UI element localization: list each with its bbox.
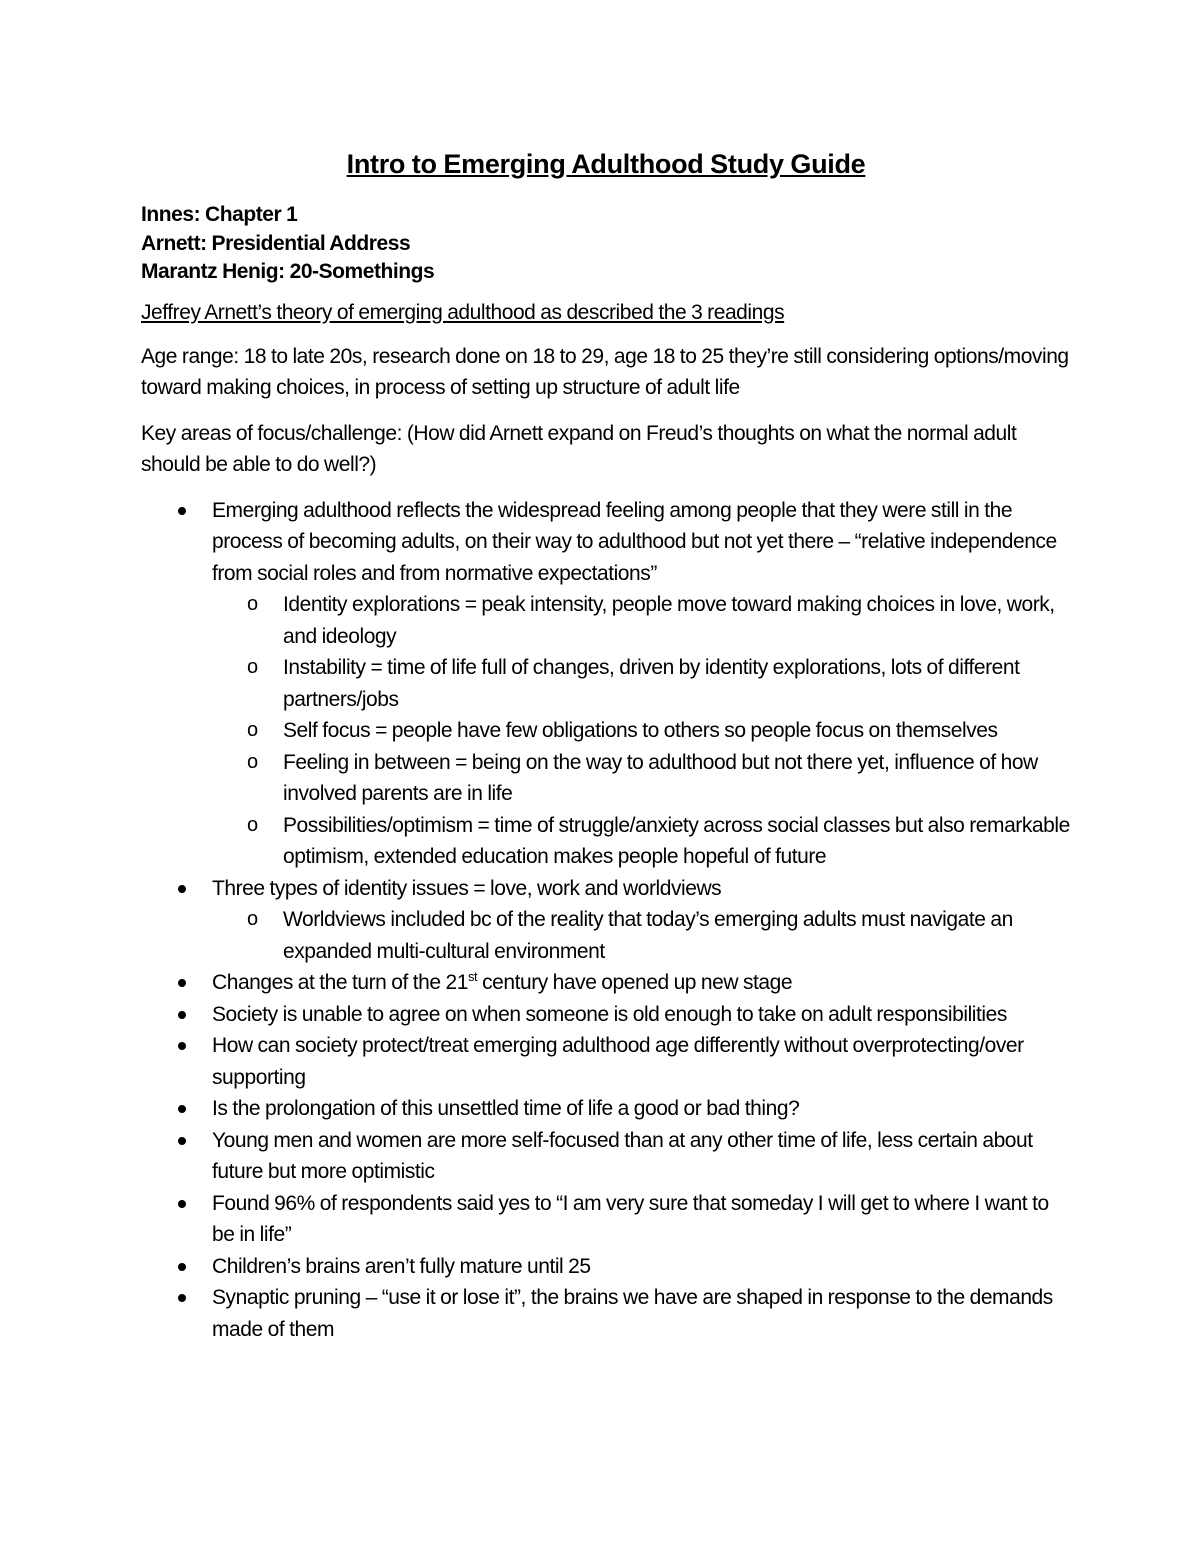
circle-bullet-icon: o — [247, 813, 258, 836]
circle-bullet-icon: o — [247, 908, 258, 930]
sub-list — [212, 589, 1071, 873]
list-item-text: Young men and women are more self-focused than at any other time of life, less certain about future but more optimistic — [212, 1128, 1033, 1183]
bullet-icon — [178, 507, 186, 515]
list-item-text: Is the prolongation of this unsettled time of life a good or bad thing? — [212, 1097, 800, 1120]
bullet-icon — [178, 885, 186, 893]
sub-list-item — [212, 810, 1071, 873]
bullet-icon — [178, 1200, 186, 1208]
list-item-text: Found 96% of respondents said yes to “I am very sure that someday I will get to where I want to be in life” — [212, 1191, 1049, 1246]
sub-list-item-text: Identity explorations = peak intensity, people move toward making choices in love, work, and ideology — [283, 593, 1055, 648]
list-item-text: Synaptic pruning – “use it or lose it”, the brains we have are shaped in response to the demands made of them — [212, 1286, 1053, 1341]
bullet-list — [141, 495, 1071, 1346]
readings-list — [141, 201, 1071, 287]
bullet-icon — [178, 1263, 186, 1271]
reading-item: Arnett: Presidential Address — [141, 231, 411, 255]
document-page — [141, 140, 1071, 1345]
sub-list-item — [212, 589, 1071, 652]
list-item-text — [212, 971, 792, 994]
reading-item: Innes: Chapter 1 — [141, 203, 298, 226]
list-item-text: Children’s brains aren’t fully mature until 25 — [212, 1254, 591, 1278]
list-item — [141, 495, 1071, 873]
sub-list-item-text: Instability = time of life full of changes, driven by identity explorations, lots of different partners/jobs — [283, 656, 1020, 711]
list-item — [141, 1251, 1071, 1283]
superscript: st — [467, 969, 478, 984]
list-item-text: Society is unable to agree on when someone is old enough to take on adult responsibilities — [212, 1002, 1007, 1026]
circle-bullet-icon: o — [247, 750, 258, 773]
list-item — [141, 873, 1071, 968]
list-item — [141, 1125, 1071, 1188]
section-heading: Jeffrey Arnett’s theory of emerging adulthood as described the 3 readings — [141, 300, 785, 324]
bullet-icon — [178, 1042, 186, 1050]
page-title: Intro to Emerging Adulthood Study Guide — [346, 149, 866, 179]
bullet-icon — [178, 979, 186, 987]
list-item — [141, 1282, 1071, 1345]
list-item — [141, 967, 1071, 999]
list-item — [141, 1188, 1071, 1251]
age-range-paragraph: Age range: 18 to late 20s, research done on 18 to 29, age 18 to 25 they’re still considering options/moving toward making choices, in process of setting up structure of adult life — [141, 344, 1069, 399]
circle-bullet-icon: o — [247, 656, 258, 678]
bullet-icon — [178, 1105, 186, 1113]
list-item-text: How can society protect/treat emerging adulthood age differently without overprotecting/over supporting — [212, 1034, 1024, 1089]
text-segment: century have opened up new stage — [477, 971, 793, 994]
sub-list-item-text: Possibilities/optimism = time of struggle/anxiety across social classes but also remarkable optimism, extended education makes people hopeful of future — [283, 813, 1070, 868]
sub-list-item — [212, 904, 1071, 967]
list-item — [141, 1093, 1071, 1125]
sub-list-item — [212, 715, 1071, 747]
sub-list-item-text: Feeling in between = being on the way to adulthood but not there yet, influence of how involved parents are in life — [283, 750, 1038, 805]
sub-list-item — [212, 652, 1071, 715]
list-item — [141, 999, 1071, 1031]
key-areas-paragraph: Key areas of focus/challenge: (How did Arnett expand on Freud’s thoughts on what the normal adult should be able to do well?) — [141, 421, 1017, 476]
list-item-text: Emerging adulthood reflects the widespread feeling among people that they were still in the process of becoming adults, on their way to adulthood but not yet there – “relative independence from social roles and from normative expectations” — [212, 498, 1057, 585]
list-item — [141, 1030, 1071, 1093]
bullet-icon — [178, 1137, 186, 1145]
sub-list-item-text: Worldviews included bc of the reality that today’s emerging adults must navigate an expanded multi-cultural environment — [283, 908, 1013, 963]
circle-bullet-icon: o — [247, 719, 258, 741]
text-segment: Changes at the turn of the 21 — [212, 971, 468, 994]
sub-list-item-text: Self focus = people have few obligations to others so people focus on themselves — [283, 719, 998, 742]
bullet-icon — [178, 1011, 186, 1019]
bullet-icon — [178, 1294, 186, 1302]
sub-list-item — [212, 747, 1071, 810]
list-item-text: Three types of identity issues = love, work and worldviews — [212, 876, 722, 900]
circle-bullet-icon: o — [247, 593, 258, 615]
reading-item: Marantz Henig: 20-Somethings — [141, 260, 435, 283]
sub-list — [212, 904, 1071, 967]
